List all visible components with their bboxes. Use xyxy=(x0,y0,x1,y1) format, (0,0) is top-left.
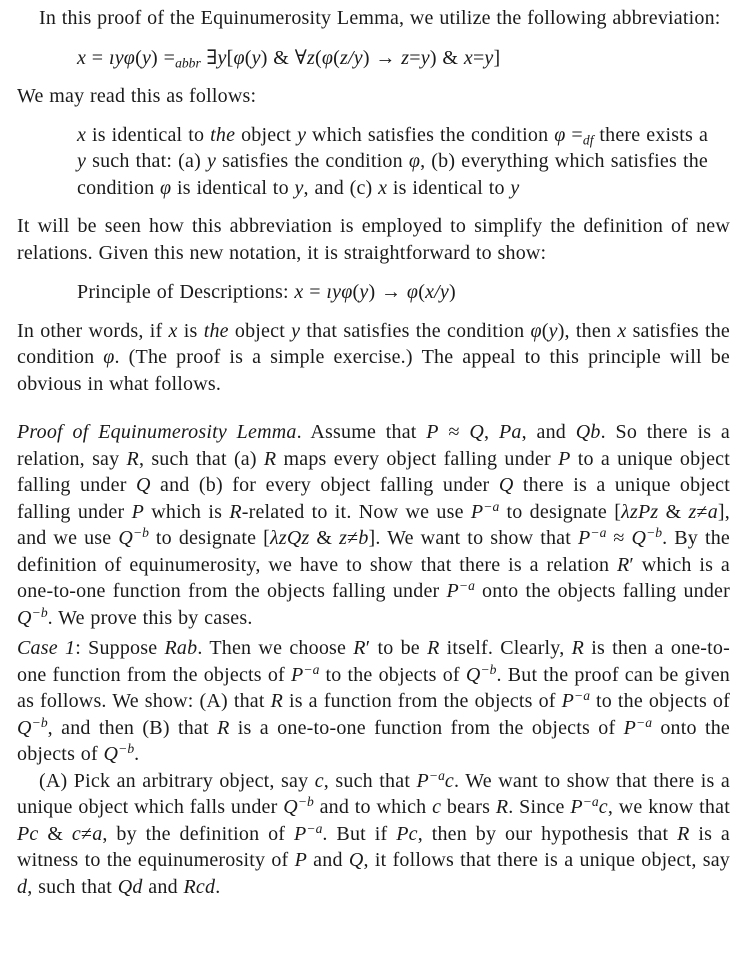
text-run: itself. Clearly, xyxy=(439,637,572,659)
text-run: & xyxy=(658,500,689,523)
math-run: P xyxy=(561,690,575,712)
text-run: to designate [ xyxy=(148,527,270,549)
math-run: R xyxy=(353,637,366,659)
superscript-run: −a xyxy=(483,498,500,514)
text-run: . Then we choose xyxy=(197,637,354,659)
math-run: ıyφ xyxy=(326,281,353,303)
math-run: Q xyxy=(283,796,298,818)
text-run: ≈ xyxy=(606,527,632,549)
math-run: y xyxy=(484,46,494,69)
math-run: y xyxy=(77,150,87,172)
math-run: ıyφ xyxy=(108,46,136,69)
math-run: P xyxy=(470,500,484,523)
math-run: Q xyxy=(469,421,485,443)
math-run: y xyxy=(420,46,430,69)
math-run: Q xyxy=(348,849,364,871)
math-run: φ xyxy=(530,319,542,342)
math-run: P xyxy=(577,527,591,549)
math-run: z/y xyxy=(339,46,363,69)
math-run: x xyxy=(294,281,304,303)
text-run: ≠ xyxy=(696,500,708,523)
math-run: z xyxy=(306,46,315,69)
text-run: & xyxy=(38,822,72,845)
text-run: It will be seen how this abbreviation is employed to simplify the definition of new relations. Given this new notation, it is straightforward to show: xyxy=(17,215,730,264)
abbreviation-use-paragraph xyxy=(17,213,730,266)
text-run: is identical to xyxy=(387,176,511,199)
text-run: ∃ xyxy=(200,46,218,69)
text-run: [ xyxy=(226,46,234,69)
text-run: , by the definition of xyxy=(102,822,294,845)
text-run: and (b) for every object falling under xyxy=(150,474,499,496)
text-run: which satisfies the condition xyxy=(306,123,555,146)
superscript-run: −b xyxy=(118,741,135,757)
text-run: there is a unique object falling under xyxy=(17,474,731,523)
text-run: ′ xyxy=(629,553,634,576)
text-run: ( xyxy=(135,46,142,69)
math-run: R xyxy=(126,447,139,470)
principle-of-descriptions-formula xyxy=(77,279,730,306)
text-run: , then by our hypothesis that xyxy=(417,822,678,845)
text-run: ( xyxy=(314,46,322,69)
math-run: λzQz xyxy=(269,527,310,549)
text-run: , and xyxy=(521,421,576,443)
superscript-run: −b xyxy=(646,525,663,541)
text-run: that satisfies the condition xyxy=(300,319,531,342)
math-run: y xyxy=(359,281,369,303)
text-run: ]. We want to show that xyxy=(368,527,578,549)
text-run: is a one-to-one function from the objects of xyxy=(229,716,624,739)
math-run: a xyxy=(92,822,103,845)
text-run: In this proof of the Equinumerosity Lemma, we utilize the following abbreviation: xyxy=(39,7,721,29)
math-run: Q xyxy=(103,743,119,765)
text-run: is a function from the objects of xyxy=(283,690,562,712)
intro-paragraph xyxy=(17,5,730,32)
math-run: φ xyxy=(233,46,245,69)
math-run: φ xyxy=(408,150,421,172)
math-run: Qb xyxy=(575,421,601,443)
math-run: R xyxy=(616,553,630,576)
math-run: y xyxy=(207,150,217,172)
math-run: Rab xyxy=(164,637,198,659)
text-run: ( xyxy=(352,281,360,303)
math-run: R xyxy=(263,447,277,470)
text-run: . Since xyxy=(508,796,571,818)
math-run: R xyxy=(270,690,283,712)
text-run: . We prove this by cases. xyxy=(47,606,253,629)
text-run: We may read this as follows: xyxy=(17,85,257,107)
text-run: = xyxy=(409,46,421,69)
text-run: onto the objects of xyxy=(17,716,731,765)
math-run: Q xyxy=(135,474,151,496)
subscript-run: df xyxy=(582,131,594,147)
text-run: (A) Pick an arbitrary object, say xyxy=(39,769,315,792)
text-run: ( xyxy=(333,46,340,69)
text-run: . So there is a relation, say xyxy=(17,421,730,470)
superscript-run: −a xyxy=(303,661,320,677)
math-run: R xyxy=(229,500,242,523)
text-run: ≠ xyxy=(81,822,93,845)
math-run: R xyxy=(677,822,690,845)
reading-lead-paragraph xyxy=(17,83,730,110)
text-run: and xyxy=(142,875,184,898)
math-run: Q xyxy=(631,527,647,549)
math-run: d xyxy=(17,875,28,898)
math-run: the xyxy=(203,319,229,342)
math-run: Q xyxy=(498,474,514,496)
text-run: onto the objects falling under xyxy=(474,580,730,602)
text-run: , we know that xyxy=(607,796,730,818)
text-run: & xyxy=(309,527,340,549)
text-run: ) → xyxy=(362,46,402,69)
text-run: = xyxy=(565,123,583,146)
reading-blockquote xyxy=(77,122,708,202)
math-run: the xyxy=(210,123,236,146)
math-run: y xyxy=(548,319,558,342)
math-run: R xyxy=(495,796,509,818)
text-run: . xyxy=(215,875,221,898)
text-run: . xyxy=(134,743,140,765)
text-run: ) & ∀ xyxy=(260,46,307,69)
math-run: z xyxy=(339,527,348,549)
text-run: ), then xyxy=(557,319,618,342)
text-run: -related to it. Now we use xyxy=(241,500,471,523)
text-run: satisfies the condition xyxy=(17,319,731,368)
text-run: is identical to xyxy=(86,123,211,146)
text-run: and xyxy=(307,849,349,871)
math-run: y xyxy=(294,176,304,199)
text-run: to the objects of xyxy=(319,663,466,686)
text-run: is identical to xyxy=(171,176,295,199)
math-run: y xyxy=(291,319,301,342)
math-run: P xyxy=(558,447,571,470)
text-run: , such that xyxy=(323,769,417,792)
subscript-run: abbr xyxy=(175,54,201,70)
proof-paragraph xyxy=(17,419,730,631)
math-run: Q xyxy=(465,663,481,686)
text-run: , and (c) xyxy=(303,176,379,199)
text-run: which is xyxy=(144,500,230,523)
abbreviation-formula xyxy=(77,45,730,72)
math-run: Q xyxy=(17,606,32,629)
math-run: λzPz xyxy=(621,500,659,523)
math-run: y xyxy=(251,46,261,69)
math-run: Pc xyxy=(17,822,39,845)
math-run: z xyxy=(401,46,410,69)
text-run: ( xyxy=(244,46,252,69)
math-run: y xyxy=(297,123,307,146)
math-run: R xyxy=(571,637,585,659)
math-run: z xyxy=(688,500,697,523)
math-run: c xyxy=(314,769,324,792)
math-run: x xyxy=(617,319,627,342)
text-run: ) = xyxy=(151,46,176,69)
superscript-run: −a xyxy=(590,525,607,541)
math-run: c xyxy=(598,796,608,818)
text-run: ≈ xyxy=(438,421,470,443)
text-run: , (b) everything which satisfies the condition xyxy=(77,150,709,199)
principle-explanation-paragraph xyxy=(17,318,730,398)
text-run: ( xyxy=(541,319,549,342)
math-run: P xyxy=(446,580,459,602)
math-run: x xyxy=(77,46,87,69)
text-run: to the objects of xyxy=(590,690,730,712)
superscript-run: −b xyxy=(297,794,314,810)
math-run: x xyxy=(168,319,178,342)
math-run: x xyxy=(463,46,473,69)
text-run: Principle of Descriptions: xyxy=(77,281,295,303)
text-run: . But the proof can be given as follows. We show: (A) that xyxy=(17,663,730,712)
text-run: = xyxy=(86,46,109,69)
text-run: bears xyxy=(441,796,496,818)
math-run: a xyxy=(707,500,718,523)
text-run: : Suppose xyxy=(75,637,165,659)
math-run: c xyxy=(444,769,454,792)
text-run: is a witness to the equinumerosity of xyxy=(17,822,730,871)
math-run: P xyxy=(426,421,439,443)
text-run: , such that xyxy=(27,875,118,898)
math-run: Proof of Equinumerosity Lemma xyxy=(17,421,297,443)
superscript-run: −a xyxy=(582,794,599,810)
math-run: φ xyxy=(160,176,172,199)
text-run: ) xyxy=(448,281,456,303)
math-run: P xyxy=(290,663,304,686)
math-run: c xyxy=(432,796,442,818)
math-run: c xyxy=(71,822,81,845)
math-run: Rcd xyxy=(183,875,216,898)
text-run: , xyxy=(484,421,499,443)
math-run: P xyxy=(623,716,637,739)
math-run: R xyxy=(427,637,440,659)
math-run: P xyxy=(131,500,145,523)
text-run: ) → xyxy=(368,281,407,303)
math-run: x/y xyxy=(425,281,449,303)
math-run: Case 1 xyxy=(17,637,76,659)
document-blocks xyxy=(17,5,730,900)
math-run: P xyxy=(293,822,307,845)
superscript-run: −a xyxy=(306,820,323,836)
text-run: and to which xyxy=(313,796,433,818)
text-run: ( xyxy=(418,281,426,303)
text-run: satisfies the condition xyxy=(216,150,409,172)
text-run: In other words, if xyxy=(17,319,169,342)
math-run: b xyxy=(358,527,369,549)
text-run: there exists a xyxy=(593,123,709,146)
superscript-run: −b xyxy=(31,714,48,730)
text-run: . Assume that xyxy=(296,421,427,443)
text-run: object xyxy=(228,319,292,342)
text-run: = xyxy=(472,46,485,69)
superscript-run: −a xyxy=(574,688,591,704)
math-run: Qd xyxy=(117,875,143,898)
text-run: ], and we use xyxy=(17,500,730,549)
text-run: which is a one-to-one function from the objects falling under xyxy=(17,553,730,602)
math-run: Q xyxy=(118,527,133,549)
superscript-run: −b xyxy=(31,604,48,620)
text-run: , it follows that there is a unique object, say xyxy=(363,849,730,871)
text-run: such that: (a) xyxy=(86,150,207,172)
superscript-run: −a xyxy=(428,767,445,783)
text-run: , such that (a) xyxy=(138,447,264,470)
case-1-paragraph xyxy=(17,635,730,768)
text-run: ] xyxy=(493,46,501,69)
text-run: ≠ xyxy=(347,527,359,549)
math-run: φ xyxy=(554,123,566,146)
math-run: Q xyxy=(17,716,32,739)
math-run: P xyxy=(570,796,583,818)
text-run: to be xyxy=(370,637,428,659)
text-run: . We want to show that there is a unique object which falls under xyxy=(17,769,730,818)
math-run: x xyxy=(378,176,388,199)
math-run: φ xyxy=(406,281,419,303)
text-run: to designate [ xyxy=(499,500,622,523)
text-run: . But if xyxy=(322,822,397,845)
math-run: y xyxy=(141,46,152,69)
text-run: . By the definition of equinumerosity, we have to show that there is a relation xyxy=(17,527,730,576)
text-run: = xyxy=(303,281,327,303)
math-run: R xyxy=(217,716,230,739)
text-run: . (The proof is a simple exercise.) The appeal to this principle will be obvious in what follows. xyxy=(17,346,731,395)
text-run: is then a one-to-one function from the objects of xyxy=(17,637,730,686)
text-run: ) & xyxy=(429,46,464,69)
math-run: Pa xyxy=(498,421,522,443)
part-a-paragraph xyxy=(17,768,730,901)
text-run: , and then (B) that xyxy=(47,716,218,739)
text-run: object xyxy=(235,123,298,146)
superscript-run: −b xyxy=(132,525,149,541)
math-run: x xyxy=(77,123,87,146)
math-run: y xyxy=(510,176,520,199)
text-run: to a unique object falling under xyxy=(17,447,730,496)
text-run: ′ xyxy=(365,637,371,659)
math-run: Pc xyxy=(396,822,418,845)
math-run: φ xyxy=(321,46,334,69)
math-run: P xyxy=(294,849,307,871)
superscript-run: −a xyxy=(636,714,653,730)
math-run: φ xyxy=(103,346,115,368)
superscript-run: −a xyxy=(458,578,475,594)
math-run: y xyxy=(217,46,227,69)
text-run: maps every object falling under xyxy=(276,447,559,470)
superscript-run: −b xyxy=(480,661,497,677)
text-run: is xyxy=(177,319,204,342)
math-run: P xyxy=(416,769,429,792)
